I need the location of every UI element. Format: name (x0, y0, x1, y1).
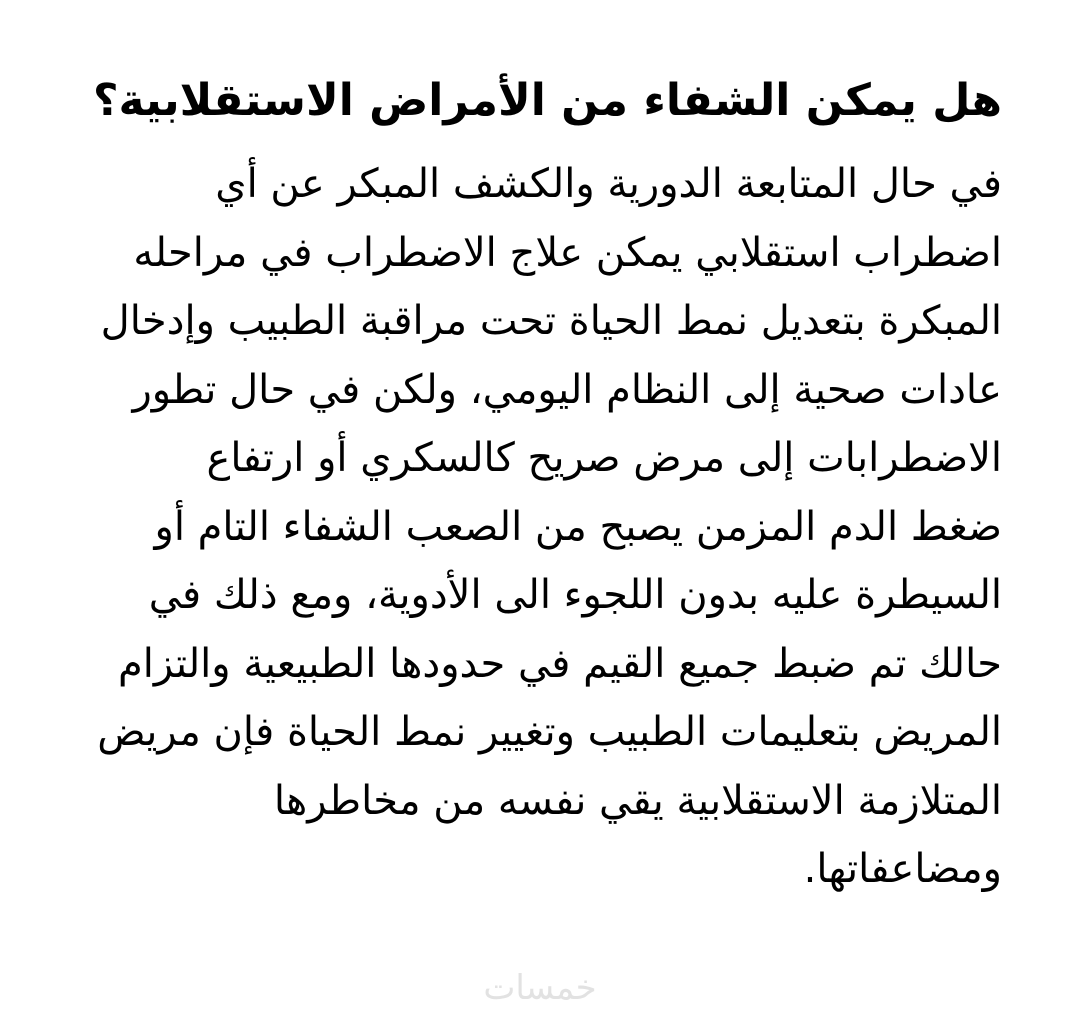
body-line: في حال المتابعة الدورية والكشف المبكر عن أي (215, 161, 1002, 207)
body-line: ضغط الدم المزمن يصبح من الصعب الشفاء التام أو (154, 503, 1002, 550)
body-line: ومضاعفاتها. (803, 846, 1002, 892)
body-line: المتلازمة الاستقلابية يقي نفسه من مخاطرها (273, 777, 1002, 824)
body-line: المريض بتعليمات الطبيب وتغيير نمط الحياة فإن مريض (97, 709, 1002, 755)
body-line: المبكرة بتعديل نمط الحياة تحت مراقبة الطبيب وإدخال (100, 298, 1002, 344)
body-line: اضطراب استقلابي يمكن علاج الاضطراب في مراحله (133, 229, 1002, 276)
body-line: السيطرة عليه بدون اللجوء الى الأدوية، ومع ذلك في (148, 572, 1002, 618)
body-line: عادات صحية إلى النظام اليومي، ولكن في حال تطور (132, 366, 1002, 413)
article-title: هل يمكن الشفاء من الأمراض الاستقلابية؟ (92, 75, 1002, 126)
body-line: حالك تم ضبط جميع القيم في حدودها الطبيعية والتزام (117, 640, 1002, 687)
article (72, 70, 1002, 904)
khamsat-watermark: خمسات (483, 968, 597, 1008)
body-line: الاضطرابات إلى مرض صريح كالسكري أو ارتفاع (206, 435, 1002, 481)
article-body (72, 150, 1002, 904)
